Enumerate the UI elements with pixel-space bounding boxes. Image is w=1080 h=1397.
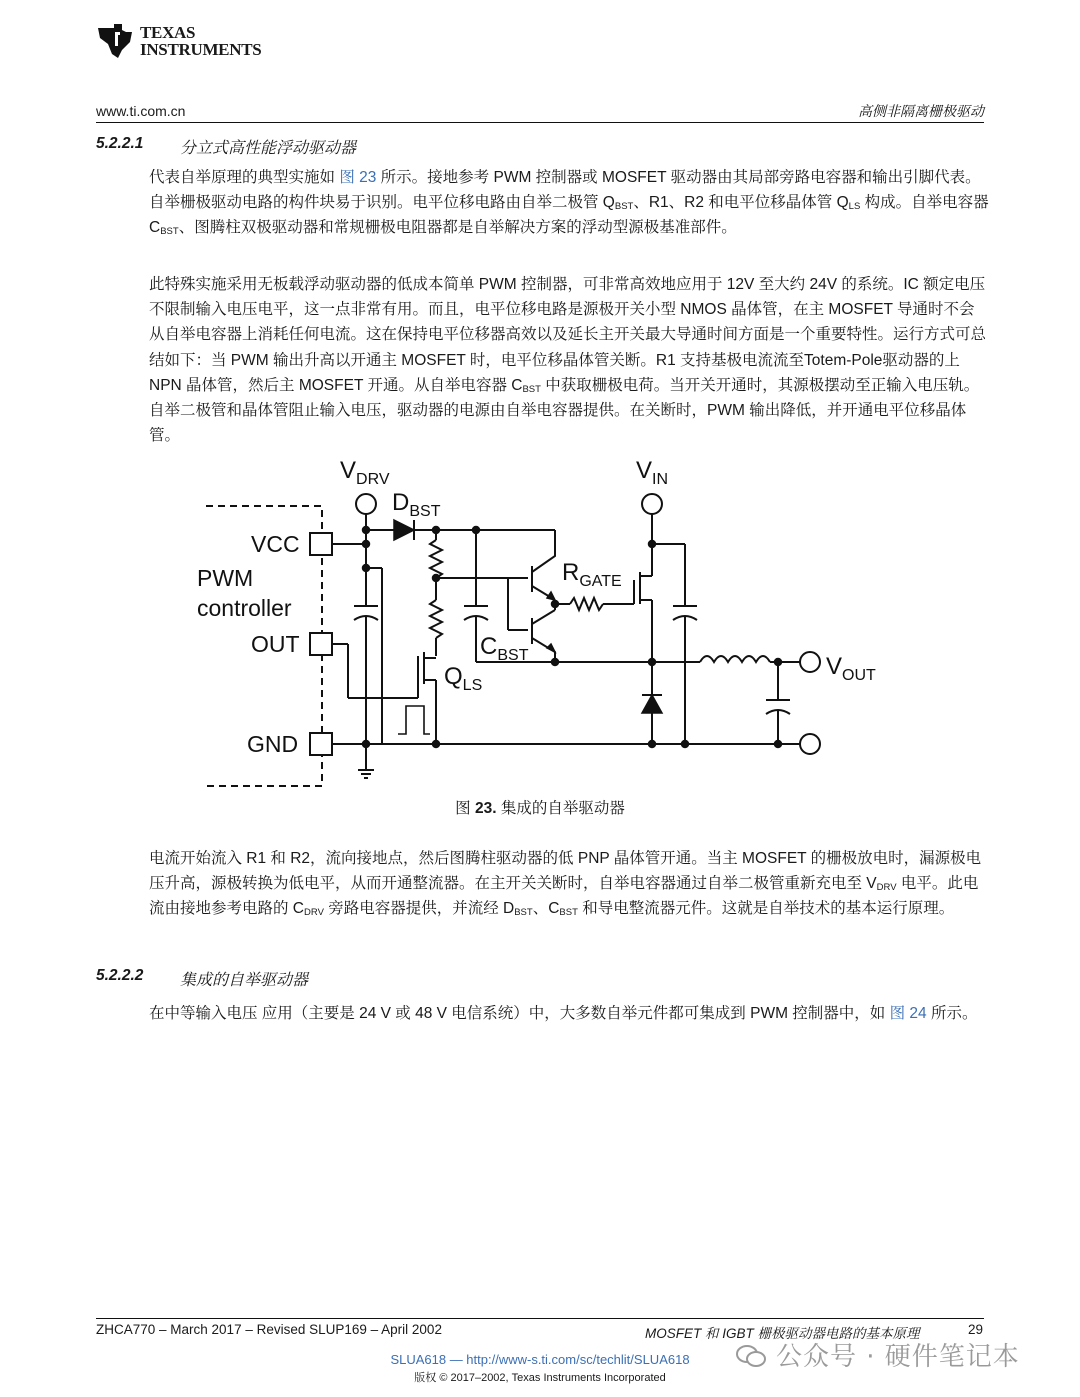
ground-terminal (800, 734, 820, 754)
label-rgate: $R_{GATE}$ (562, 559, 622, 590)
logo-wordmark (140, 24, 261, 58)
gnd-pin (310, 733, 332, 755)
header-section-title: 高侧非隔离栅极驱动 (858, 103, 984, 119)
figure-24-link[interactable]: 图 24 (889, 1005, 927, 1022)
rectifier-diode (642, 695, 662, 713)
label-controller: controller (197, 595, 292, 621)
footer-link[interactable]: SLUA618 — http://www-s.ti.com/sc/techlit/SLUA618 (390, 1352, 690, 1367)
footer-copyright: 版权 © 2017–2002, Texas Instruments Incorporated (414, 1372, 666, 1384)
section-title: 分立式高性能浮动驱动器 (180, 140, 357, 157)
ti-logo-icon (96, 20, 136, 60)
resistor-rgate (570, 598, 603, 610)
resistor-r1 (430, 540, 442, 578)
section-number: 5.2.2.2 (96, 967, 144, 984)
wechat-icon (736, 1345, 766, 1367)
resistor-r2 (430, 600, 442, 638)
paragraph-4: 在中等输入电压 应用（主要是 24 V 或 48 V 电信系统）中，大多数自举元件都可集成到 PWM 控制器中，如 图 24 所示。 (149, 1005, 978, 1022)
footer-doc-title: MOSFET 和 IGBT 栅极驱动器电路的基本原理 (645, 1326, 920, 1341)
footer-doc-id: ZHCA770 – March 2017 – Revised SLUP169 – April 2002 (96, 1322, 442, 1337)
label-vout: $V_{OUT}$ (826, 653, 876, 684)
ti-logo (96, 20, 276, 64)
section-title: 集成的自举驱动器 (180, 972, 309, 989)
header-rule (96, 122, 984, 123)
section-heading-2 (96, 967, 309, 989)
label-out: OUT (251, 631, 300, 657)
vcc-pin (310, 533, 332, 555)
out-pin (310, 633, 332, 655)
vin-terminal (642, 494, 662, 514)
footer-rule (96, 1318, 984, 1319)
figure-23-link[interactable]: 图 23 (339, 169, 377, 186)
vout-terminal (800, 652, 820, 672)
bootstrap-diode (394, 520, 414, 540)
figure-caption: 图 23. 集成的自举驱动器 (455, 800, 625, 817)
paragraph-2: 此特殊实施采用无板载浮动驱动器的低成本简单 PWM 控制器，可非常高效地应用于 12V 至大约 24V 的系统。IC 额定电压不限制输入电压电平，这一点非常有用。而且，电平位移电路是源极开关小型 NMOS 晶体管，在主 MOSFET 导通时不会从自举电容器上消耗任何电流。这在保持电平位移器高效以及延长主开关最大导通时间方面是一个重要特性。运行方式可总结如下：当 PWM 输出升高以开通主 MOSFET 时，电平位移晶体管关断。R1 支持基极电流流至Totem-Pole驱动器的上 NPN 晶体管，然后主 MOSFET 开通。从自举电容器 $C_{BST}$ 中获取栅极电荷。当开关开通时，其源极摆动至正输入电压轨。自举二极管和晶体管阻止输入电压，驱动器的电源由自举电容器提供。在关断时，PWM 输出降低，并开通电平位移晶体管。 (149, 276, 987, 445)
watermark-text: 公众号 · 硬件笔记本 (776, 1342, 1020, 1372)
label-vin: $V_{IN}$ (636, 457, 669, 488)
section-heading-1 (96, 135, 357, 157)
label-vcc: VCC (251, 531, 300, 557)
label-gnd: GND (247, 731, 299, 757)
section-number: 5.2.2.1 (96, 135, 144, 152)
bootstrap-driver-schematic (0, 455, 1080, 790)
logo-line2: INSTRUMENTS (140, 40, 262, 59)
paragraph-3: 电流开始流入 R1 和 R2，流向接地点，然后图腾柱驱动器的低 PNP 晶体管开通。当主 MOSFET 的栅极放电时，漏源极电压升高，源极转换为低电平，从而开通整流器。在主开关关断时，自举电容器通过自举二极管重新充电至 $V_{DRV}$ 电平。此电流由接地参考电路的 $C_{DRV}$ 旁路电容器提供，并流经 $D_{BST}$、$C_{BST}$ 和导电整流器元件。这就是自举技术的基本运行原理。 (149, 850, 982, 919)
inductor (700, 656, 770, 662)
label-vdrv: $V_{DRV}$ (340, 457, 390, 488)
footer-page-number: 29 (968, 1322, 984, 1337)
logo-line1: TEXAS (140, 23, 196, 42)
header-url[interactable]: www.ti.com.cn (96, 103, 186, 119)
label-dbst: $D_{BST}$ (392, 489, 441, 520)
paragraph-1: 代表自举原理的典型实施如 图 23 所示。接地参考 PWM 控制器或 MOSFET 驱动器由其局部旁路电容器和输出引脚代表。自举栅极驱动电路的构件块易于识别。电平位移电路由自举二极管 $Q_{BST}$、R1、R2 和电平位移晶体管 $Q_{LS}$ 构成。自举电容器 $C_{BST}$、图腾柱双极驱动器和常规栅极电阻器都是自举解决方案的浮动型源极基准部件。 (149, 169, 989, 238)
label-qls: $Q_{LS}$ (444, 663, 483, 694)
label-pwm: PWM (197, 565, 254, 591)
vdrv-terminal (356, 494, 376, 514)
watermark (736, 1336, 1020, 1373)
label-cbst: $C_{BST}$ (480, 633, 529, 664)
